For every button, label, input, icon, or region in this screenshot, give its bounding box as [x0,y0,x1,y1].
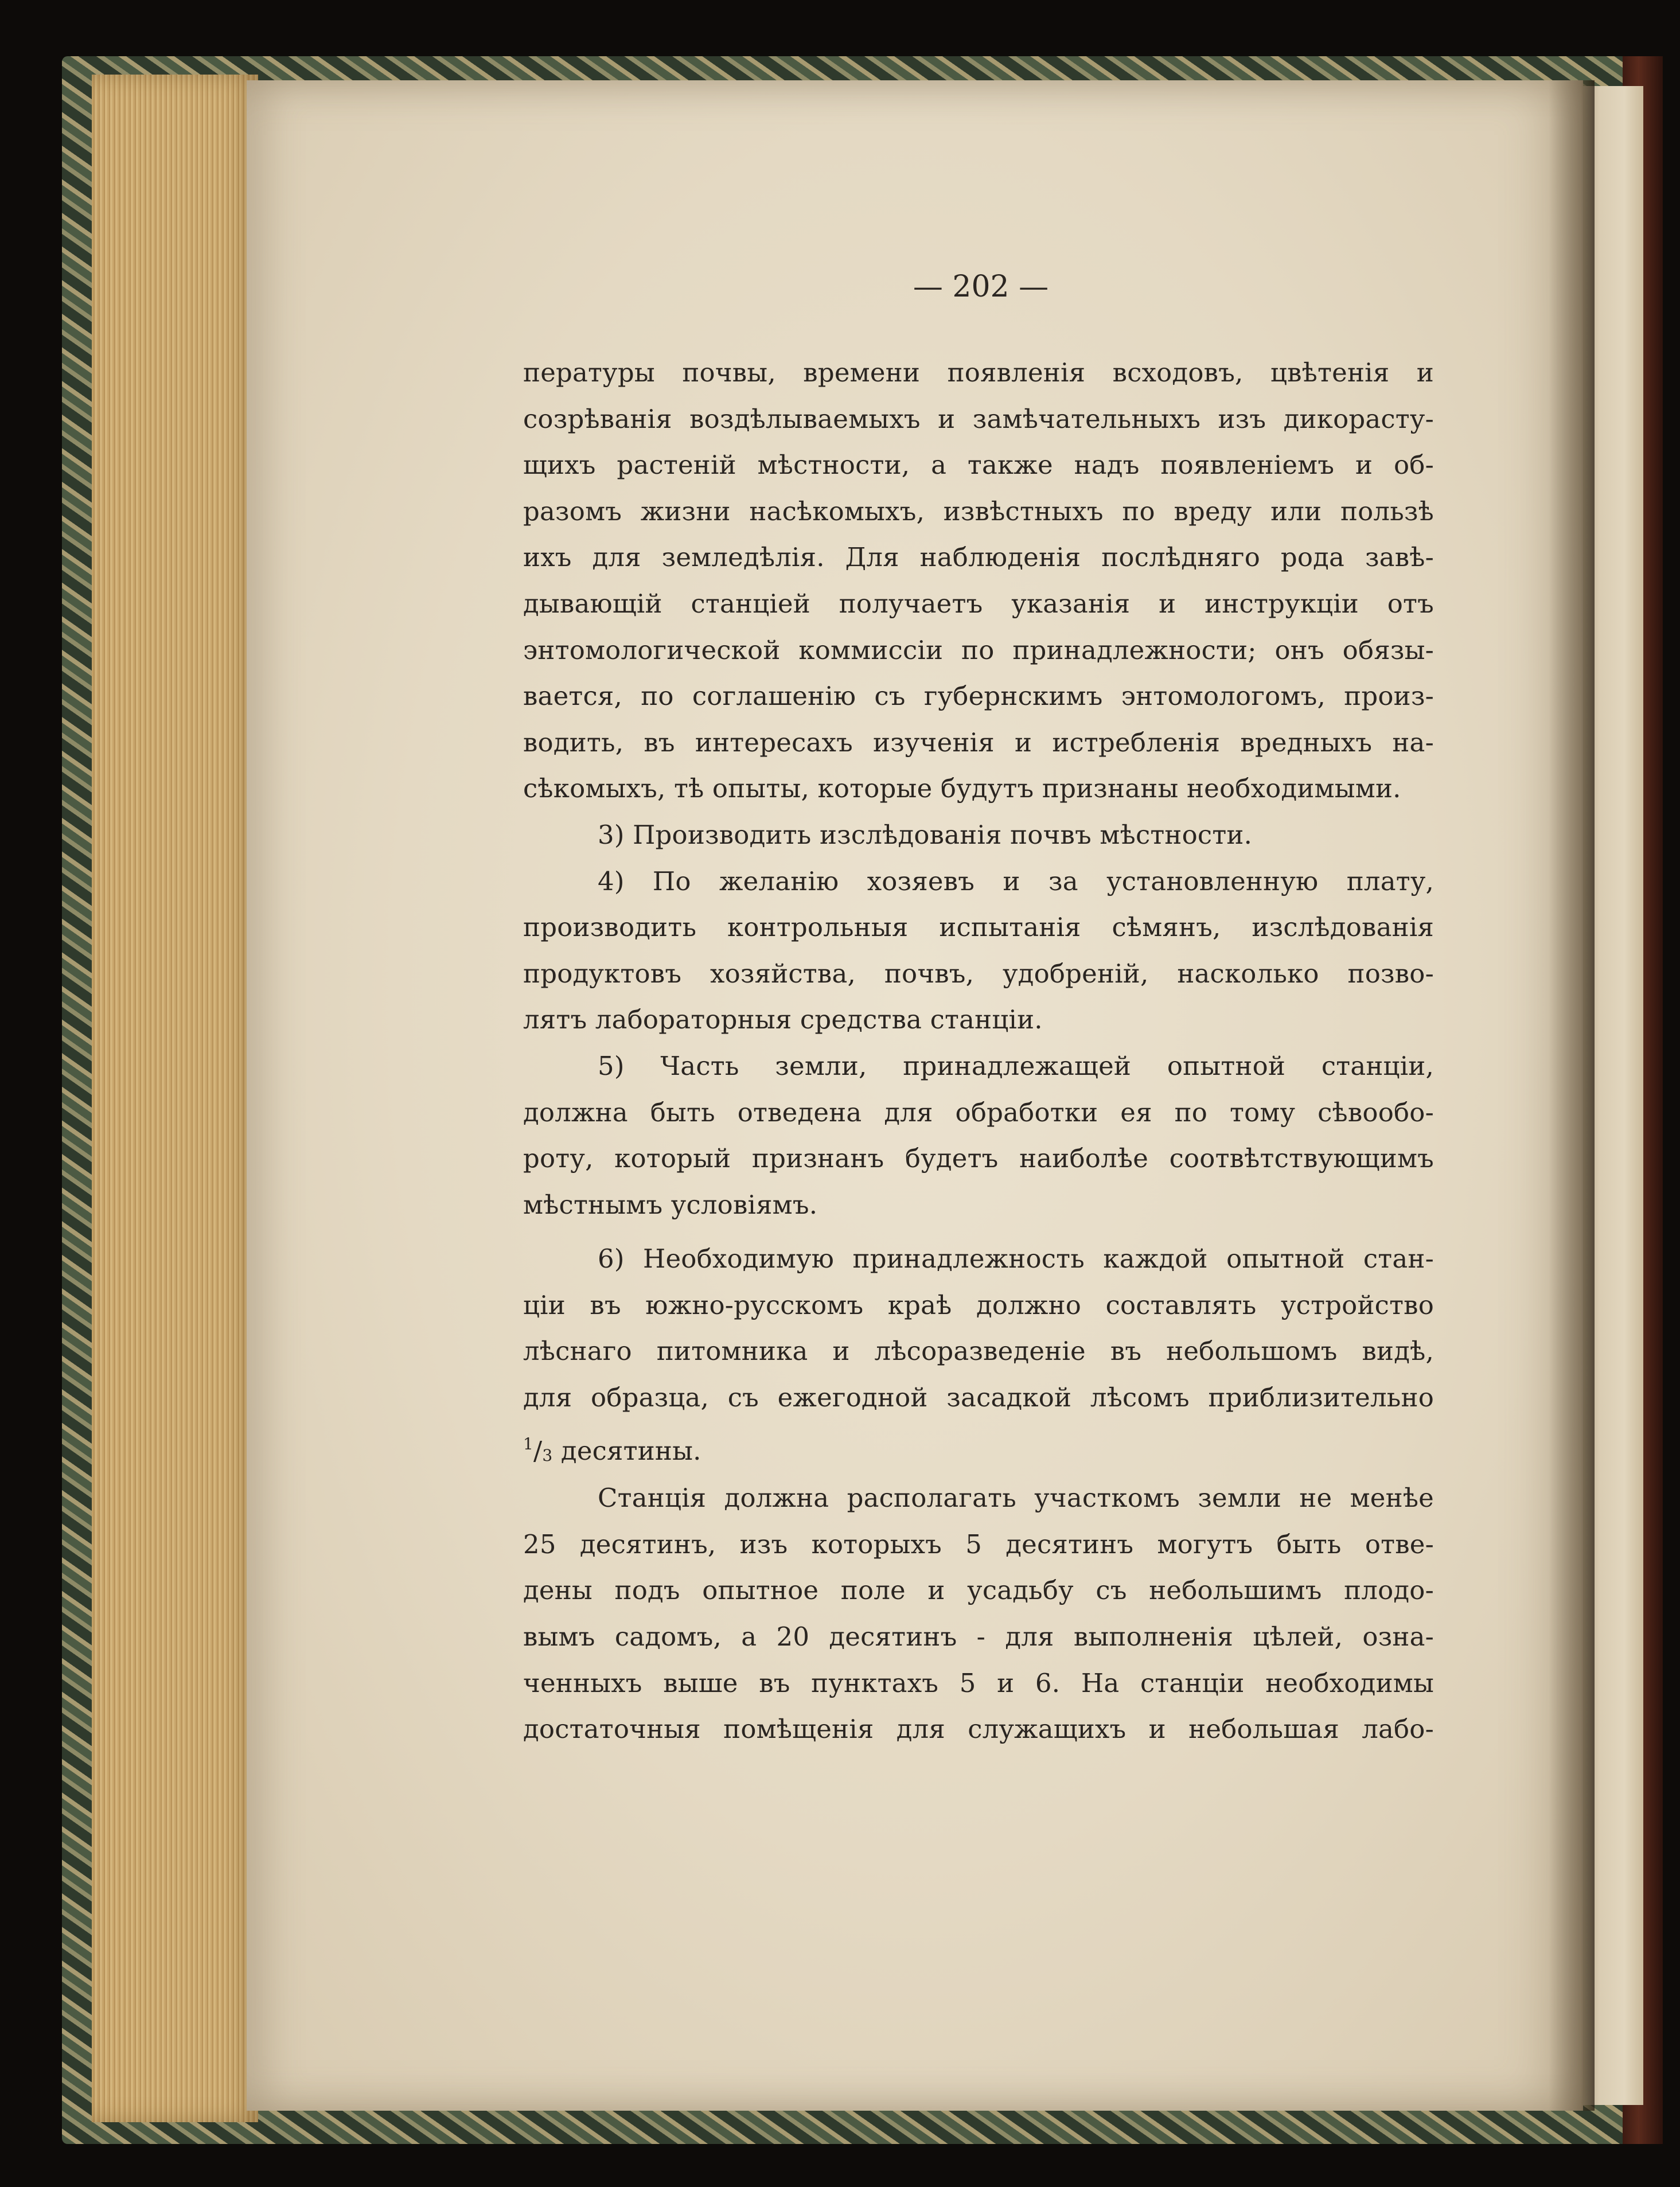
text-line: мѣстнымъ условіямъ. [523,1189,818,1220]
text-line: продуктовъ хозяйства, почвъ, удобреній, насколько позво- [523,958,1434,989]
text-line: вымъ садомъ, а 20 десятинъ - для выполненія цѣлей, озна- [523,1621,1434,1652]
text-line: должна быть отведена для обработки ея по тому сѣвообо- [523,1097,1434,1128]
text-line-fraction: $^1/_3$ десятины. [523,1434,701,1466]
text-line: вается, по соглашенію съ губернскимъ энтомологомъ, произ- [523,681,1434,712]
text-line: достаточныя помѣщенія для служащихъ и небольшая лабо- [523,1714,1434,1745]
page-text [523,350,1434,1753]
fraction-rest: десятины. [552,1435,701,1466]
text-line: 5) Часть земли, принадлежащей опытной станціи, [598,1050,1434,1081]
text-line: для образца, съ ежегодной засадкой лѣсомъ приблизительно [523,1382,1434,1413]
text-line: дены подъ опытное поле и усадьбу съ небольшимъ плодо- [523,1575,1434,1606]
page-stack-edge [92,75,258,2122]
text-line: энтомологической коммиссіи по принадлежности; онъ обязы- [523,634,1434,665]
text-line: роту, который признанъ будетъ наиболѣе соотвѣтствующимъ [523,1143,1434,1174]
text-line: ціи въ южно-русскомъ краѣ должно составлять устройство [523,1289,1434,1320]
text-line: лѣснаго питомника и лѣсоразведеніе въ небольшомъ видѣ, [523,1336,1434,1367]
text-line: лятъ лабораторныя средства станціи. [523,1004,1043,1035]
text-line: производить контрольныя испытанія сѣмянъ, изслѣдованія [523,912,1434,943]
text-line: дывающій станціей получаетъ указанія и инструкціи отъ [523,588,1434,619]
text-line: пературы почвы, времени появленія всходовъ, цвѣтенія и [523,357,1434,388]
text-line: 6) Необходимую принадлежность каждой опытной стан- [598,1243,1434,1274]
text-line: 3) Производить изслѣдованія почвъ мѣстности. [598,819,1253,850]
page-number: — 202 — [913,270,1049,304]
text-line: ихъ для земледѣлія. Для наблюденія послѣдняго рода завѣ- [523,542,1434,573]
text-line: созрѣванія воздѣлываемыхъ и замѣчательныхъ изъ дикорасту- [523,403,1434,434]
text-line: Станція должна располагать участкомъ земли не менѣе [598,1483,1434,1514]
text-line: ченныхъ выше въ пунктахъ 5 и 6. На станціи необходимы [523,1667,1434,1698]
text-line: сѣкомыхъ, тѣ опыты, которые будутъ признаны необходимыми. [523,773,1401,804]
page-gutter-shadow [1549,80,1595,2111]
text-line: 25 десятинъ, изъ которыхъ 5 десятинъ могутъ быть отве- [523,1529,1434,1560]
fraction-denominator: 3 [542,1445,553,1465]
fraction-numerator: 1 [523,1434,534,1453]
text-line: щихъ растеній мѣстности, а также надъ появленіемъ и об- [523,450,1434,481]
text-line: разомъ жизни насѣкомыхъ, извѣстныхъ по вреду или пользѣ [523,496,1434,527]
text-line: 4) По желанію хозяевъ и за установленную плату, [598,866,1434,896]
text-line: водить, въ интересахъ изученія и истребленія вредныхъ на- [523,727,1434,758]
